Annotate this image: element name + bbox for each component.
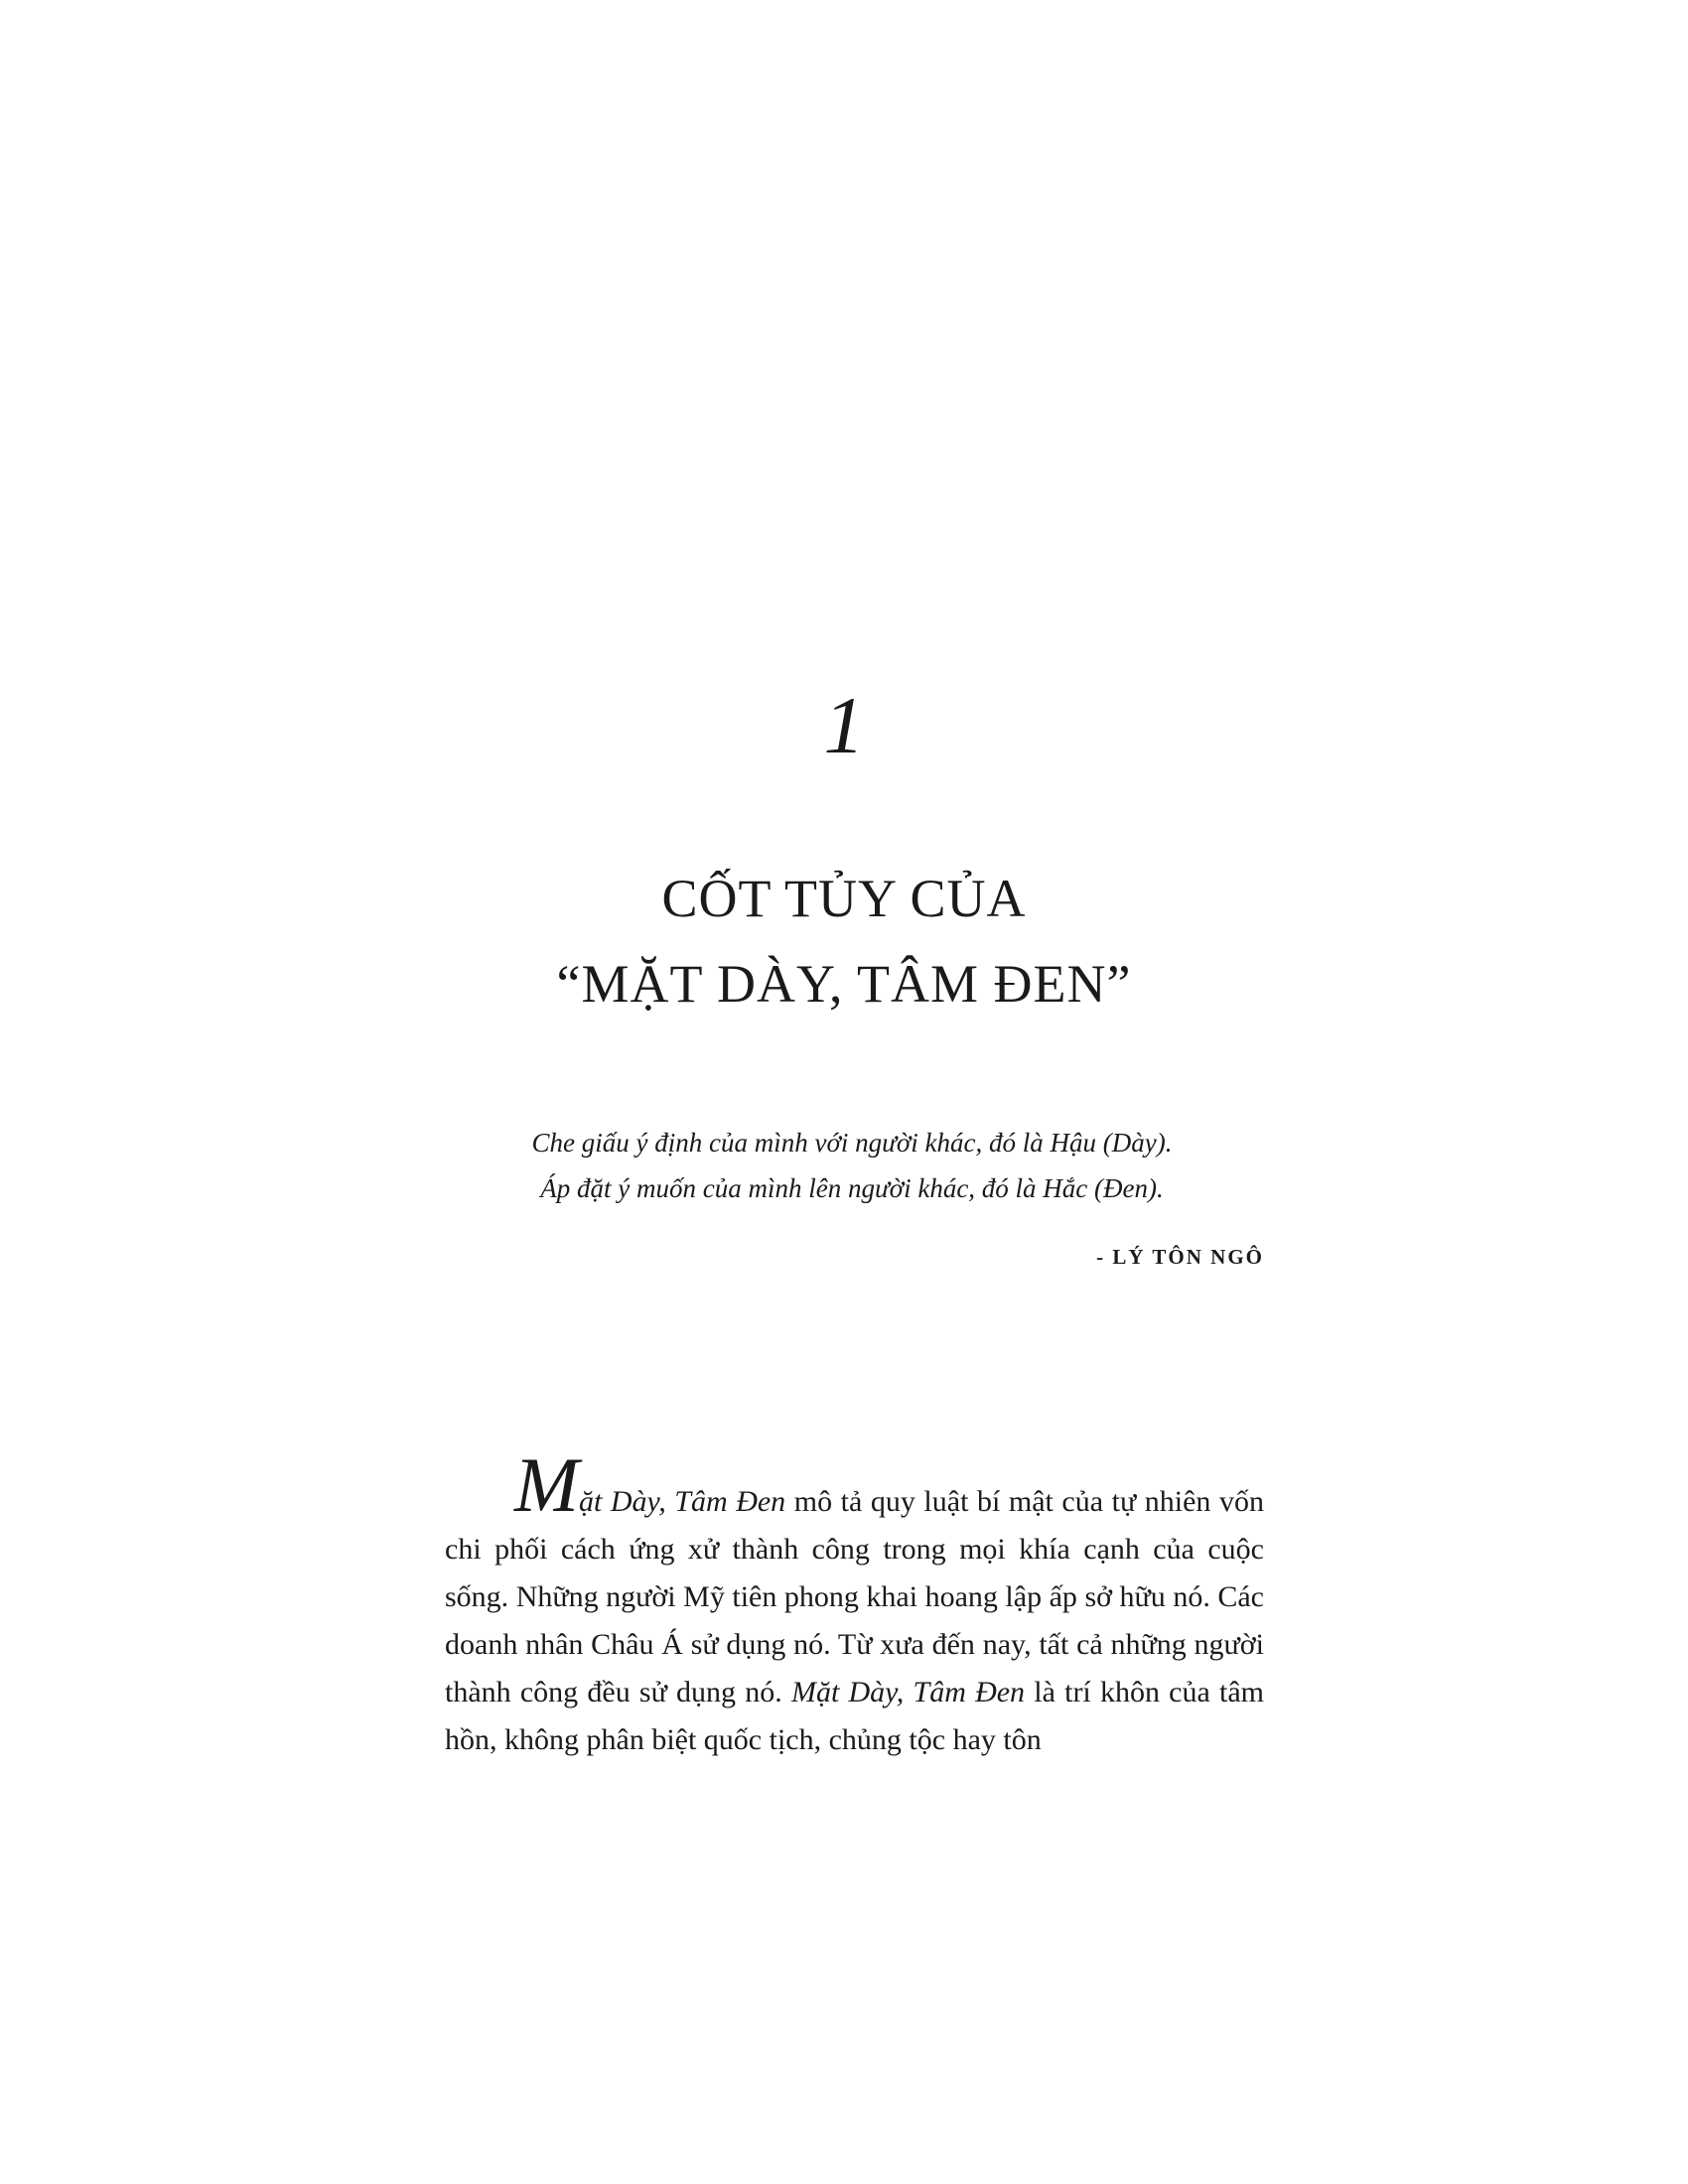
body-paragraph bbox=[445, 1441, 1264, 1764]
epigraph-attribution: - LÝ TÔN NGÔ bbox=[1096, 1245, 1264, 1269]
book-title-inline-repeat: Mặt Dày, Tâm Đen bbox=[790, 1676, 1026, 1708]
epigraph-line-2: Áp đặt ý muốn của mình lên người khác, đó là Hắc (Đen). bbox=[540, 1173, 1164, 1203]
drop-cap: M bbox=[514, 1441, 579, 1528]
body-text-segment-2: là trí khôn của tâm hồn, không phân biệt quốc tịch, chủng tộc hay tôn bbox=[445, 1676, 1264, 1756]
chapter-title bbox=[0, 856, 1688, 1026]
chapter-number: 1 bbox=[823, 680, 865, 770]
chapter-title-line-2: “MẶT DÀY, TÂM ĐEN” bbox=[556, 954, 1132, 1014]
epigraph bbox=[445, 1120, 1259, 1211]
chapter-title-line-1: CỐT TỦY CỦA bbox=[661, 869, 1027, 928]
body-text-segment-1: mô tả quy luật bí mật của tự nhiên vốn chi phối cách ứng xử thành công trong mọi khía cạnh của cuộc sống. Những người Mỹ tiên phong khai hoang lập ấp sở hữu nó. Các doanh nhân Châu Á sử dụng nó. Từ xưa đến nay, tất cả những người thành công đều sử dụng nó. bbox=[445, 1485, 1264, 1708]
book-title-inline: ặt Dày, Tâm Đen bbox=[578, 1485, 786, 1518]
epigraph-line-1: Che giấu ý định của mình với người khác, đó là Hậu (Dày). bbox=[531, 1128, 1173, 1158]
